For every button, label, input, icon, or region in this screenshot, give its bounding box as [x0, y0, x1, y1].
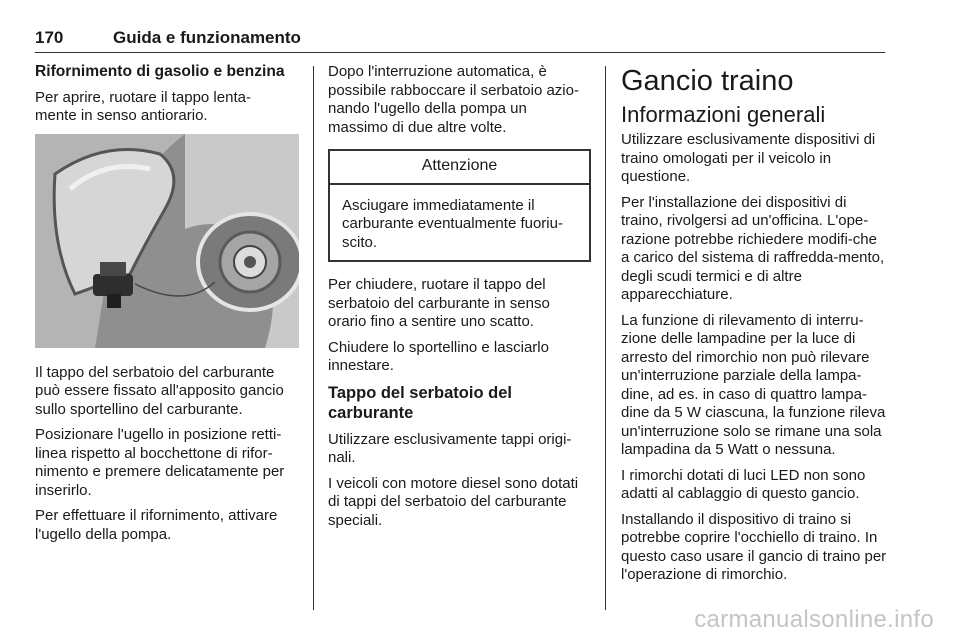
paragraph: Utilizzare esclusivamente tappi origi-nali.: [328, 430, 572, 466]
column-1: [35, 63, 303, 551]
paragraph: Installando il dispositivo di traino si potrebbe coprire l'occhiello di traino. In questo caso usare il gancio di traino per l'operazione di rimorchio.: [621, 510, 887, 583]
refuel-heading: Rifornimento di gasolio e benzina: [35, 63, 285, 80]
fuel-cap-heading: Tappo del serbatoio del carburante: [328, 383, 512, 422]
paragraph: Posizionare l'ugello in posizione retti-linea rispetto al bocchettone di rifor-nimento e premere delicatamente per inserirlo.: [35, 426, 285, 499]
paragraph: Per l'installazione dei dispositivi di traino, rivolgersi ad un'officina. L'ope-razione potrebbe richiedere modifi-che a carico del sistema di raffredda-mento, degli scudi termici e di altre apparecchiature.: [621, 193, 885, 303]
section-heading: Informazioni generali: [621, 102, 826, 127]
paragraph: Per aprire, ruotare il tappo lenta- mente in senso antiorario.: [35, 88, 251, 124]
fuel-filler-photo: [35, 134, 299, 348]
paragraph: Per effettuare il rifornimento, attivare l'ugello della pompa.: [35, 507, 278, 543]
page-number: 170: [35, 28, 64, 47]
paragraph: Chiudere lo sportellino e lasciarlo innestare.: [328, 338, 549, 374]
page-header: [35, 28, 301, 48]
paragraph: I veicoli con motore diesel sono dotati di tappi del serbatoio del carburante speciali.: [328, 474, 579, 529]
warning-title: Attenzione: [330, 151, 589, 185]
column-divider-2: [605, 66, 606, 610]
paragraph: Utilizzare esclusivamente dispositivi di traino omologati per il veicolo in questione.: [621, 131, 876, 185]
section-title: Guida e funzionamento: [113, 28, 301, 47]
watermark: carmanualsonline.info: [694, 606, 934, 633]
paragraph: Dopo l'interruzione automatica, è possibile rabboccare il serbatoio azio-nando l'ugello della pompa un massimo di due altre volte.: [328, 63, 579, 136]
paragraph: Il tappo del serbatoio del carburante può essere fissato all'apposito gancio sullo sportellino del carburante.: [35, 363, 284, 418]
paragraph: Per chiudere, ruotare il tappo del serbatoio del carburante in senso orario fino a sentire uno scatto.: [328, 276, 550, 330]
paragraph: I rimorchi dotati di luci LED non sono adatti al cablaggio di questo gancio.: [621, 466, 866, 502]
chapter-title: Gancio traino: [621, 65, 794, 97]
header-rule: [35, 52, 885, 53]
paragraph: La funzione di rilevamento di interru-zione delle lampadine per la luce di arresto del rimorchio non può rilevare un'interruzione parziale della lampa-dine, ad es. in caso di quattro lampa-dine da 5 W ciascuna, la funzione rileva un'interruzione solo se rimane una sola lampadina da 5 Watt o nessuna.: [621, 311, 886, 458]
column-2: [328, 63, 591, 537]
column-divider-1: [313, 66, 314, 610]
column-3: [621, 63, 889, 592]
warning-text: Asciugare immediatamente il carburante eventualmente fuoriu-scito.: [342, 196, 563, 251]
warning-box: [328, 149, 591, 262]
